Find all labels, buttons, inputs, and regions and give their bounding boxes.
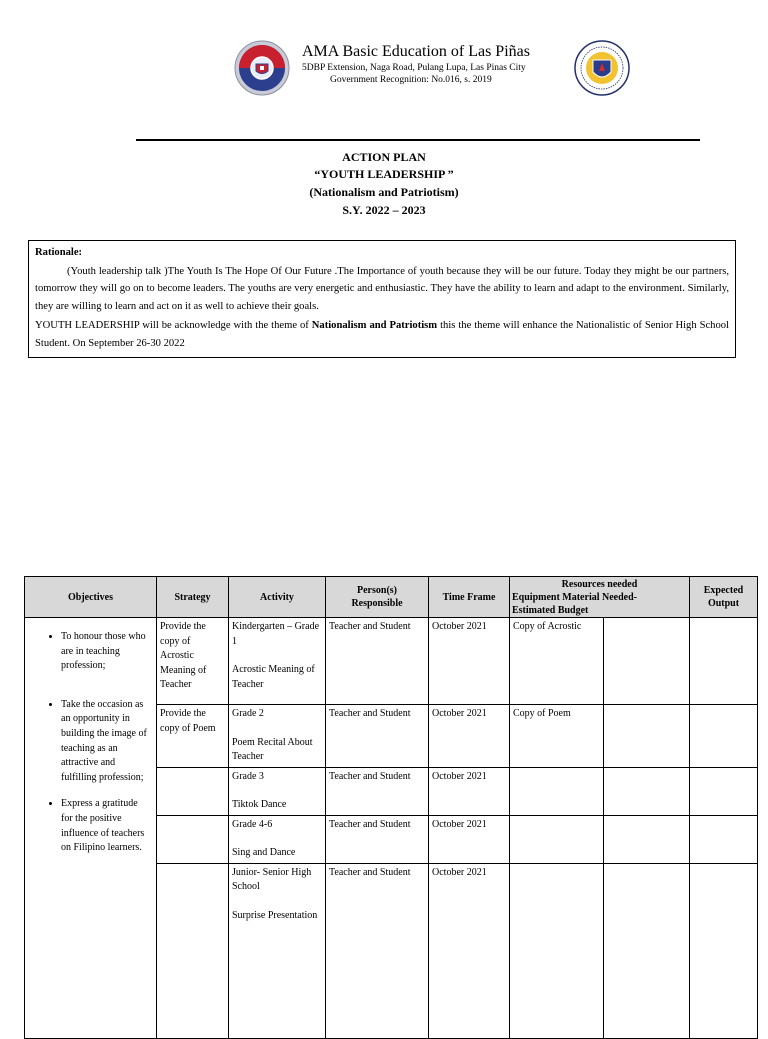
school-name: AMA Basic Education of Las Piñas — [302, 43, 530, 60]
government-recognition: Government Recognition: No.016, s. 2019 — [330, 75, 492, 85]
activity-name: Acrostic Meaning of Teacher — [232, 664, 315, 690]
resources-cell — [510, 815, 604, 863]
time-frame-cell: October 2021 — [429, 618, 510, 705]
time-frame-cell: October 2021 — [429, 863, 510, 1038]
persons-cell: Teacher and Student — [326, 618, 429, 705]
persons-cell: Teacher and Student — [326, 815, 429, 863]
header-text: Equipment Material Needed- — [512, 591, 637, 603]
school-address: 5DBP Extension, Naga Road, Pulang Lupa, Las Pinas City — [302, 63, 526, 73]
header-text: Resources needed — [561, 578, 638, 590]
resources-cell: Copy of Poem — [510, 705, 604, 768]
output-cell — [690, 767, 758, 815]
rationale-heading: Rationale: — [35, 247, 83, 258]
header-text: Expected — [703, 585, 744, 596]
persons-cell: Teacher and Student — [326, 767, 429, 815]
strategy-cell — [157, 863, 229, 1038]
header-persons-responsible — [326, 577, 429, 618]
rationale-text: this the theme will enhance the Nationalistic of Senior High School Student. On September 26-30 2022 — [35, 320, 730, 349]
document-subtitle: “YOUTH LEADERSHIP ” — [314, 167, 454, 181]
deped-seal-logo — [574, 40, 630, 96]
activity-grade: Junior- Senior High School — [232, 866, 312, 892]
output-cell — [690, 705, 758, 768]
header-resources — [510, 577, 690, 618]
activity-grade: Kindergarten – Grade 1 — [232, 621, 320, 647]
header-objectives: Objectives — [25, 577, 157, 618]
budget-cell — [604, 863, 690, 1038]
activity-name: Surprise Presentation — [232, 909, 318, 921]
school-year: S.Y. 2022 – 2023 — [342, 203, 426, 217]
activity-grade: Grade 2 — [232, 708, 264, 719]
rationale-paragraph-1: (Youth leadership talk )The Youth Is The Hope Of Our Future .The Importance of youth because they will be our future. Today they might be our partners, tomorrow they will go on to become leaders. The youths are very energetic and enthusiastic. They have the ability to learn and adapt to the environment. Similarly, they are willing to learn and act on it as well to achieve their goals. — [35, 265, 729, 312]
activity-name: Poem Recital About Teacher — [232, 736, 313, 762]
rationale-box — [28, 240, 736, 358]
objective-item: • To honour those who are in teaching profession; — [61, 630, 150, 674]
rationale-paragraph-2 — [35, 317, 729, 352]
activity-cell — [229, 618, 326, 705]
strategy-cell — [157, 815, 229, 863]
time-frame-cell: October 2021 — [429, 815, 510, 863]
output-cell — [690, 618, 758, 705]
budget-cell — [604, 815, 690, 863]
objective-item: • Express a gratitude for the positive influence of teachers on Filipino learners. — [61, 797, 150, 855]
budget-cell — [604, 618, 690, 705]
header-activity: Activity — [229, 577, 326, 618]
strategy-cell: Provide the copy of Poem — [157, 705, 229, 768]
strategy-cell: Provide the copy of Acrostic Meaning of Teacher — [157, 618, 229, 705]
ama-school-logo — [234, 40, 290, 96]
persons-cell: Teacher and Student — [326, 863, 429, 1038]
header-strategy: Strategy — [157, 577, 229, 618]
activity-cell — [229, 863, 326, 1038]
output-cell — [690, 815, 758, 863]
activity-cell — [229, 767, 326, 815]
strategy-cell — [157, 767, 229, 815]
objective-item: • Take the occasion as an opportunity in building the image of teaching as an attractive and fulfilling profession; — [61, 698, 150, 786]
persons-cell: Teacher and Student — [326, 705, 429, 768]
activity-grade: Grade 4-6 — [232, 818, 273, 830]
activity-cell — [229, 705, 326, 768]
objectives-cell — [25, 618, 157, 1039]
header-text: Output — [707, 598, 740, 609]
activity-name: Tiktok Dance — [232, 799, 287, 810]
table-header-row — [25, 577, 758, 618]
resources-cell — [510, 863, 604, 1038]
rationale-text: YOUTH LEADERSHIP will be acknowledge with the theme of — [35, 320, 312, 331]
activity-name: Sing and Dance — [232, 847, 296, 858]
resources-cell — [510, 767, 604, 815]
header-time-frame: Time Frame — [429, 577, 510, 618]
time-frame-cell: October 2021 — [429, 705, 510, 768]
document-title: ACTION PLAN — [342, 150, 426, 164]
rationale-theme-bold: Nationalism and Patriotism — [311, 320, 438, 331]
activity-cell — [229, 815, 326, 863]
resources-cell: Copy of Acrostic — [510, 618, 604, 705]
document-theme: (Nationalism and Patriotism) — [309, 185, 459, 199]
header-expected-output — [690, 577, 758, 618]
time-frame-cell: October 2021 — [429, 767, 510, 815]
budget-cell — [604, 767, 690, 815]
budget-cell — [604, 705, 690, 768]
header-text: Estimated Budget — [512, 604, 589, 616]
header-text: Person(s) — [357, 585, 397, 596]
table-row — [25, 618, 758, 705]
action-plan-table — [24, 576, 758, 1039]
header-divider — [136, 139, 700, 141]
activity-grade: Grade 3 — [232, 770, 264, 782]
output-cell — [690, 863, 758, 1038]
header-text: Responsible — [351, 598, 403, 609]
